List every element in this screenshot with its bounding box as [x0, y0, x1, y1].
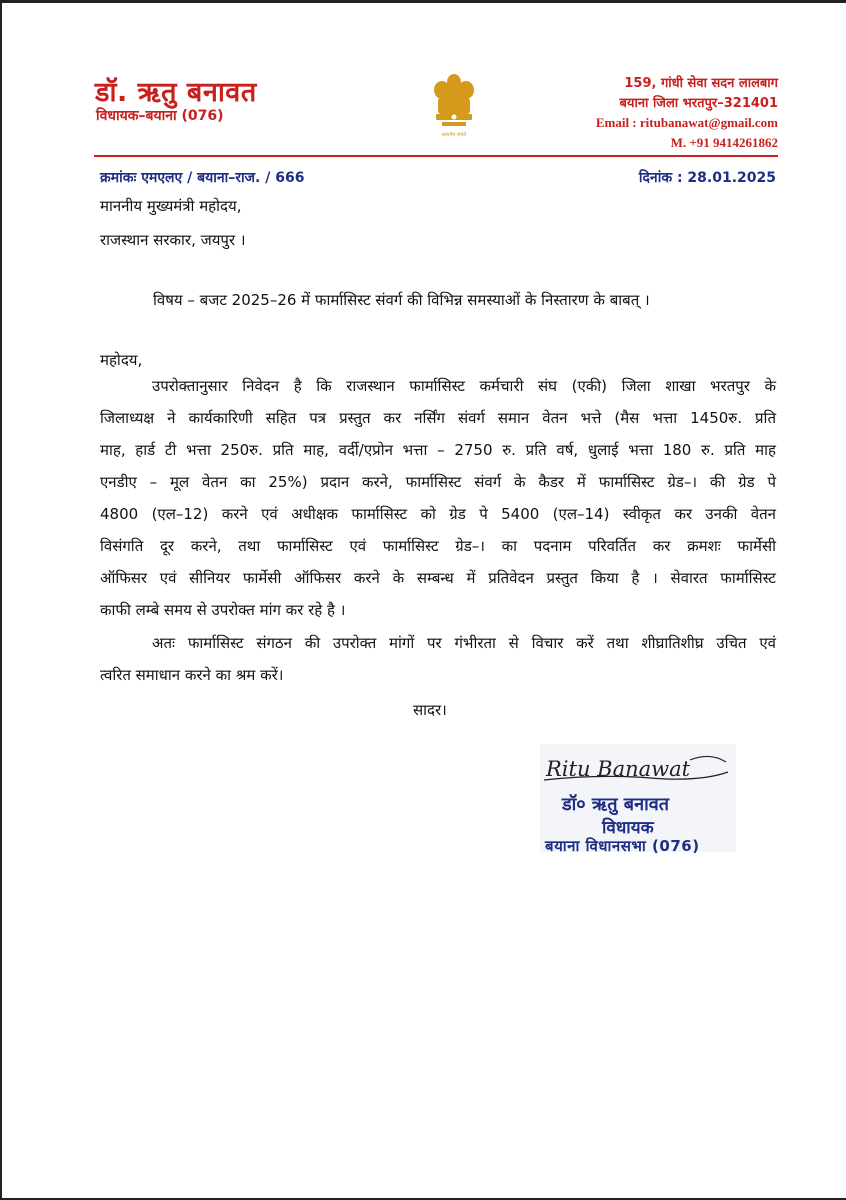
signatory-name: डॉ० ऋतु बनावत [562, 794, 669, 815]
body-line: माह, हार्ड टी भत्ता 250रु. प्रति माह, वर्दी/एप्रोन भत्ता – 2750 रु. प्रति वर्ष, धुलाई भत्ता 180 रु. प्रति माह [100, 441, 777, 459]
recipient-line-2: राजस्थान सरकार, जयपुर । [100, 231, 246, 249]
signatory-title: विधायक [602, 818, 654, 838]
closing: सादर। [413, 701, 447, 719]
body-line: उपरोक्तानुसार निवेदन है कि राजस्थान फार्मासिस्ट कर्मचारी संघ (एकी) जिला शाखा भरतपुर के [152, 377, 776, 395]
body-line: काफी लम्बे समय से उपरोक्त मांग कर रहे है । [100, 601, 346, 619]
header-divider [94, 155, 778, 157]
address-line-2: बयाना जिला भरतपुर–321401 [619, 95, 778, 111]
handwritten-signature [540, 748, 736, 788]
mla-name: डॉ. ऋतु बनावत [95, 77, 257, 108]
address-line-1: 159, गांधी सेवा सदन लालबाग [624, 76, 778, 91]
mla-designation: विधायक–बयाना (076) [96, 108, 224, 124]
national-emblem-icon [428, 70, 480, 138]
letterhead-address [596, 74, 778, 152]
svg-text:Ritu Banawat: Ritu Banawat [546, 757, 691, 781]
mobile-number: M. +91 9414261862 [670, 134, 778, 150]
body-line: 4800 (एल–12) करने एवं अधीक्षक फार्मासिस्ट को ग्रेड पे 5400 (एल–14) स्वीकृत कर उनकी वेतन [100, 505, 776, 523]
letter-date: दिनांक : 28.01.2025 [638, 170, 776, 186]
emblem-motto: सत्यमेव जयते [441, 132, 467, 138]
signatory-constituency: बयाना विधानसभा (076) [545, 837, 700, 855]
body-paragraph-2 [100, 627, 776, 691]
salutation: महोदय, [100, 351, 143, 369]
body-line: जिलाध्यक्ष ने कार्यकारिणी सहित पत्र प्रस्तुत कर नर्सिंग संवर्ग समान वेतन भत्ते (मैस भत्ता 1450रु. प्रति [100, 409, 776, 427]
body-line: विसंगति दूर करने, तथा फार्मासिस्ट एवं फार्मासिस्ट ग्रेड–। का पदनाम परिवर्तित कर क्रमशः फार्मेसी [100, 537, 776, 555]
body-line: एनडीए – मूल वेतन का 25%) प्रदान करने, फार्मासिस्ट संवर्ग के कैडर में फार्मासिस्ट ग्रेड–। की ग्रेड पे [100, 473, 776, 491]
body-paragraph-1 [100, 370, 776, 626]
body-line: अतः फार्मासिस्ट संगठन की उपरोक्त मांगों पर गंभीरता से विचार करें तथा शीघ्रातिशीघ्र उचित एवं [152, 634, 776, 652]
letter-subject: विषय – बजट 2025–26 में फार्मासिस्ट संवर्ग की विभिन्न समस्याओं के निस्तारण के बाबत् । [153, 291, 650, 309]
recipient-line-1: माननीय मुख्यमंत्री महोदय, [100, 197, 242, 215]
body-line: ऑफिसर एवं सीनियर फार्मेसी ऑफिसर करने के सम्बन्ध में प्रतिवेदन प्रस्तुत किया है । सेवारत फार्मासिस्ट [100, 569, 776, 587]
body-line: त्वरित समाधान करने का श्रम करें। [100, 666, 284, 684]
email-address: Email : ritubanawat@gmail.com [595, 115, 778, 130]
reference-number: क्रमांकः एमएलए / बयाना–राज. / 666 [100, 170, 305, 186]
